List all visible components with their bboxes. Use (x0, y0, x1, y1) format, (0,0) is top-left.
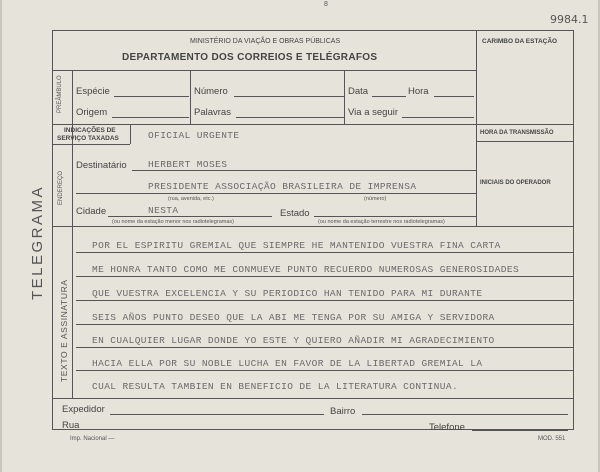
imprint: Imp. Nacional — (70, 436, 115, 442)
message-rule-4 (76, 324, 574, 325)
service-value: OFICIAL URGENTE (148, 130, 240, 141)
model-number: MOD. 551 (538, 436, 566, 442)
header-divider-2 (344, 70, 345, 124)
telefone-field[interactable] (472, 430, 568, 431)
header-divider-1 (190, 70, 191, 124)
stamp-column-divider (476, 30, 477, 124)
estado-field[interactable] (314, 216, 476, 217)
page-mark: 8 (324, 1, 328, 8)
message-rule-3 (76, 300, 574, 301)
hora-field[interactable] (434, 96, 474, 97)
numero-label: Número (194, 86, 228, 97)
palavras-label: Palavras (194, 107, 231, 118)
hora-label: Hora (408, 86, 429, 97)
indicacoes-label-2: SERVIÇO TAXADAS (57, 135, 119, 142)
transmission-separator (476, 141, 574, 142)
endereco-label: ENDEREÇO (58, 170, 64, 205)
palavras-field[interactable] (236, 117, 344, 118)
cidade-field[interactable] (108, 216, 272, 217)
message-rule-1 (76, 252, 574, 253)
stamp-label: CARIMBO DA ESTAÇÃO (482, 38, 558, 45)
iniciais-operador-label: INICIAIS DO OPERADOR (480, 180, 551, 186)
cidade-note: (ou nome da estação menor nos radiotelegramas) (112, 219, 234, 225)
preambulo-label: PREÂMBULO (57, 75, 63, 113)
cidade-value: NESTA (148, 205, 179, 216)
left-column-divider (72, 70, 73, 398)
address-field[interactable] (76, 193, 476, 194)
numero-note: (número) (364, 196, 387, 202)
message-line-2: ME HONRA TANTO COMO ME CONMUEVE PUNTO RECUERDO NUMEROSAS GENEROSIDADES (92, 264, 520, 275)
texto-assinatura-label: TEXTO E ASSINATURA (59, 279, 69, 382)
indicacoes-divider (130, 124, 131, 144)
telegram-form (2, 0, 598, 472)
side-title: TELEGRAMA (29, 184, 46, 300)
via-label: Via a seguir (348, 107, 398, 118)
message-rule-6 (76, 370, 574, 371)
especie-field[interactable] (114, 96, 189, 97)
indicacoes-separator (52, 144, 130, 145)
data-field[interactable] (372, 96, 406, 97)
message-rule-2 (76, 276, 574, 277)
message-separator (52, 398, 574, 399)
rua-note: (rua, avenida, etc.) (168, 196, 214, 202)
message-line-6: HACIA ELLA POR SU NOBLE LUCHA EN FAVOR DE LA LIBERTAD GREMIAL LA (92, 358, 483, 369)
data-label: Data (348, 86, 369, 97)
title-value: PRESIDENTE ASSOCIAÇÃO BRASILEIRA DE IMPRENSA (148, 181, 417, 192)
message-line-7: CUAL RESULTA TAMBIEN EN BENEFICIO DE LA LITERATURA CONTINUA. (92, 381, 459, 392)
handwritten-number: 9984.1 (550, 13, 589, 26)
hora-transmissao-label: HORA DA TRANSMISSÃO (480, 130, 554, 136)
numero-field[interactable] (234, 96, 344, 97)
header-separator (52, 70, 477, 71)
bairro-field[interactable] (362, 414, 568, 415)
message-line-5: EN CUALQUIER LUGAR DONDE YO ESTE Y QUIERO AÑADIR MI AGRADECIMIENTO (92, 335, 495, 346)
frame-top (52, 30, 574, 31)
department-title: DEPARTAMENTO DOS CORREIOS E TELÉGRAFOS (122, 52, 378, 63)
ministry-title: MINISTÉRIO DA VIAÇÃO E OBRAS PÚBLICAS (190, 38, 341, 45)
bairro-label: Bairro (330, 406, 356, 417)
message-line-1: POR EL ESPIRITU GREMIAL QUE SIEMPRE HE MANTENIDO VUESTRA FINA CARTA (92, 240, 501, 251)
origem-field[interactable] (112, 117, 189, 118)
message-line-4: SEIS AÑOS PUNTO DESEO QUE LA ABI ME TENGA POR SU AMIGA Y SERVIDORA (92, 312, 495, 323)
expedidor-label: Expedidor (62, 404, 105, 415)
rua-label: Rua (62, 420, 80, 431)
especie-label: Espécie (76, 86, 110, 97)
cidade-label: Cidade (76, 206, 107, 217)
via-field[interactable] (402, 117, 474, 118)
expedidor-field[interactable] (110, 414, 324, 415)
destinatario-label: Destinatário (76, 160, 127, 171)
message-line-3: QUE VUESTRA EXCELENCIA Y SU PERIODICO HAN TENIDO PARA MI DURANTE (92, 288, 483, 299)
transmission-divider (476, 124, 477, 226)
estado-label: Estado (280, 208, 310, 219)
destinatario-field[interactable] (132, 170, 476, 171)
origem-label: Origem (76, 107, 108, 118)
destinatario-value: HERBERT MOSES (148, 159, 228, 170)
estado-note: (ou nome da estação terrestre nos radiotelegramas) (318, 219, 445, 225)
frame-left (52, 30, 53, 430)
telefone-label: Telefone (429, 422, 465, 433)
message-rule-5 (76, 347, 574, 348)
indicacoes-label-1: INDICAÇÕES DE (64, 127, 116, 134)
address-separator (52, 226, 574, 227)
